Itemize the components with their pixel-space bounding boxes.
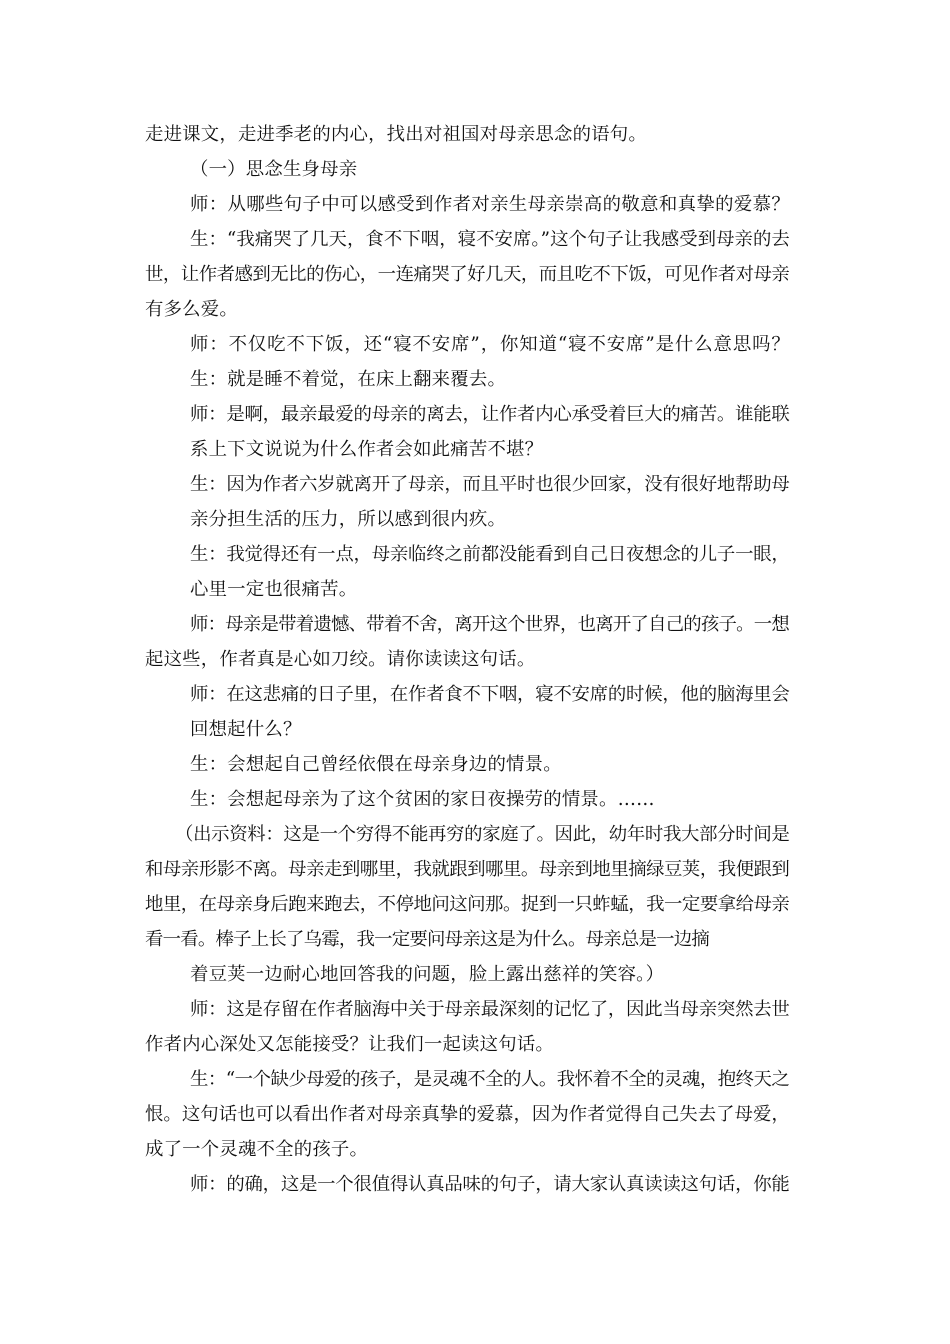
- text-line: [0, 190, 950, 220]
- text-line-content: 生：我觉得还有一点，母亲临终之前都没能看到自己日夜想念的儿子一眼，: [190, 544, 790, 565]
- text-line: [0, 680, 950, 710]
- text-line-content: 师：不仅吃不下饭，还“寝不安席”，你知道“寝不安席”是什么意思吗？: [190, 334, 791, 355]
- text-line: [0, 330, 950, 360]
- text-line-content: 回想起什么？: [190, 719, 302, 740]
- text-line: [0, 540, 950, 570]
- text-line-content: 系上下文说说为什么作者会如此痛苦不堪？: [190, 439, 544, 460]
- text-line-content: 亲分担生活的压力，所以感到很内疚。: [190, 509, 507, 530]
- text-line: [0, 820, 950, 850]
- text-line-content: 起这些，作者真是心如刀绞。请你读读这句话。: [145, 649, 536, 670]
- text-line-content: 师：的确，这是一个很值得认真品味的句子，请大家认真读读这句话，你能: [190, 1174, 790, 1195]
- text-line: [0, 1170, 950, 1200]
- text-line: [0, 575, 950, 605]
- text-line: [0, 1135, 950, 1165]
- text-line-content: 师：这是存留在作者脑海中关于母亲最深刻的记忆了，因此当母亲突然去世: [190, 999, 790, 1020]
- text-line-content: 生：会想起自己曾经依偎在母亲身边的情景。: [190, 754, 562, 775]
- text-line: [0, 400, 950, 430]
- text-line: [0, 155, 950, 185]
- text-line-content: 心里一定也很痛苦。: [190, 579, 358, 600]
- text-line-content: 生：“我痛哭了几天，食不下咽，寝不安席。”这个句子让我感受到母亲的去: [190, 229, 790, 250]
- text-line: [0, 1030, 950, 1060]
- text-line: [0, 470, 950, 500]
- text-line: [0, 925, 950, 955]
- text-line: [0, 365, 950, 395]
- text-line-content: 师：是啊，最亲最爱的母亲的离去，让作者内心承受着巨大的痛苦。谁能联: [190, 404, 790, 425]
- text-line-content: 生：因为作者六岁就离开了母亲，而且平时也很少回家，没有很好地帮助母: [190, 474, 790, 495]
- text-line-content: 师：从哪些句子中可以感受到作者对亲生母亲崇高的敬意和真挚的爱慕？: [190, 194, 791, 215]
- text-line: [0, 995, 950, 1025]
- text-line: [0, 785, 950, 815]
- text-line: [0, 1100, 950, 1130]
- text-line: [0, 260, 950, 290]
- text-line-content: 地里，在母亲身后跑来跑去，不停地问这问那。捉到一只蚱蜢，我一定要拿给母亲: [145, 894, 790, 915]
- text-line: [0, 1065, 950, 1095]
- text-line-content: 和母亲形影不离。母亲走到哪里，我就跟到哪里。母亲到地里摘绿豆荚，我便跟到: [145, 859, 790, 880]
- text-line-content: 走进课文，走进季老的内心，找出对祖国对母亲思念的语句。: [145, 124, 647, 145]
- text-line: [0, 225, 950, 255]
- text-line-content: 看一看。棒子上长了乌霉，我一定要问母亲这是为什么。母亲总是一边摘: [145, 929, 710, 950]
- text-line: [0, 435, 950, 465]
- text-line-content: 成了一个灵魂不全的孩子。: [145, 1139, 369, 1160]
- text-line-content: 世，让作者感到无比的伤心，一连痛哭了好几天，而且吃不下饭，可见作者对母亲: [145, 264, 790, 285]
- text-line-content: 着豆荚一边耐心地回答我的问题，脸上露出慈祥的笑容。）: [190, 964, 665, 985]
- text-line-content: 作者内心深处又怎能接受？让我们一起读这句话。: [145, 1034, 554, 1055]
- text-line-content: 生：就是睡不着觉，在床上翻来覆去。: [190, 369, 507, 390]
- text-line-content: 生：“一个缺少母爱的孩子，是灵魂不全的人。我怀着不全的灵魂，抱终天之: [190, 1069, 790, 1090]
- text-line: [0, 855, 950, 885]
- text-line-content: （一）思念生身母亲: [190, 159, 358, 180]
- text-line: [0, 750, 950, 780]
- text-line: [0, 610, 950, 640]
- text-line: [0, 890, 950, 920]
- text-line: [0, 960, 950, 990]
- text-line-content: 恨。这句话也可以看出作者对母亲真挚的爱慕，因为作者觉得自己失去了母爱，: [145, 1104, 790, 1125]
- text-line: [0, 645, 950, 675]
- text-line-content: 师：在这悲痛的日子里，在作者食不下咽，寝不安席的时候，他的脑海里会: [190, 684, 790, 705]
- text-line-content: 生：会想起母亲为了这个贫困的家日夜操劳的情景。……: [190, 789, 655, 810]
- text-line-content: （出示资料：这是一个穷得不能再穷的家庭了。因此，幼年时我大部分时间是: [175, 824, 790, 845]
- text-line: [0, 715, 950, 745]
- text-line-content: 师：母亲是带着遗憾、带着不舍，离开这个世界，也离开了自己的孩子。一想: [190, 614, 790, 635]
- text-line: [0, 120, 950, 150]
- text-line: [0, 505, 950, 535]
- text-line-content: 有多么爱。: [145, 299, 238, 320]
- text-line: [0, 295, 950, 325]
